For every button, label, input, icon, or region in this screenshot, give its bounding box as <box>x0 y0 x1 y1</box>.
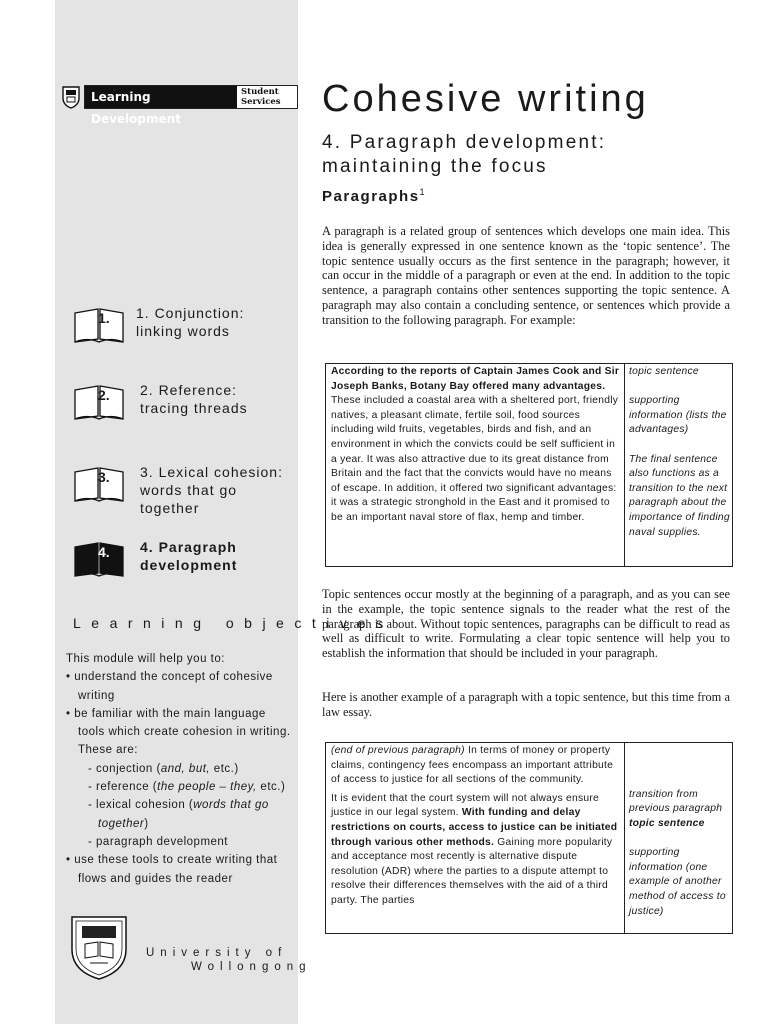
footnote-marker: 1 <box>419 187 425 197</box>
note: transition from previous paragraph <box>629 788 723 815</box>
page-subtitle: 4. Paragraph development: maintaining the focus <box>322 132 607 177</box>
module-number: 3. <box>98 469 110 485</box>
note: The final sentence also functions as a transition to the next paragraph about the importance of finding naval supplies. <box>629 453 730 538</box>
topic-sentence: With funding and delay restrictions on courts, access to justice can be initiated through various other methods. <box>331 807 618 848</box>
module-number: 2. <box>98 387 110 403</box>
example-table-1 <box>325 363 733 567</box>
logo-text: Learning Development <box>85 86 237 108</box>
note: topic sentence <box>629 817 705 829</box>
paragraph-intro: A paragraph is a related group of sentences which develops one main idea. This idea is generally expressed in one sentence known as the ‘topic sentence’. The topic sentence usually occurs as the first sentence in the paragraph; however, it can occur in the middle of a paragraph or even at the end. In addition to the topic sentence, a paragraph contains other sentences supporting the topic sentence. A paragraph may also contain a concluding sentence, or sentences which provide a transition to the following paragraph. For example: <box>322 224 730 327</box>
module-number: 1. <box>98 310 110 326</box>
logo-subtext: Student Services <box>241 87 281 107</box>
example-2-notes <box>625 743 732 933</box>
learning-objectives-list <box>66 650 294 888</box>
list-item: • use these tools to create writing that flows and guides the reader <box>66 854 278 885</box>
module-label: 1. Conjunction: linking words <box>136 305 245 339</box>
example-1-notes <box>625 364 732 566</box>
module-label: 3. Lexical cohesion: words that go together <box>140 464 283 516</box>
list-item: • be familiar with the main language tools which create cohesion in writing. These are: <box>66 707 291 757</box>
section-heading: Paragraphs$^1$ <box>322 187 425 205</box>
example-table-2 <box>325 742 733 934</box>
note: supporting information (lists the advantages) <box>629 395 727 436</box>
example-1-text <box>326 364 625 566</box>
sub-list-item: - reference (the people – they, etc.) <box>88 781 286 794</box>
example-2-text: (end of previous paragraph) In terms of money or property claims, contingency fees encompass an important attribute of access to justice for all sections of the community. It is evident that the court system will not always ensure justice in our legal system. With funding and delay restrictions on courts, access to justice can be initiated through various other methods. Gaining more popularity and acceptance most recently is alternative dispute resolution (ADR) where the parties to a dispute attempt to resolve their differences themselves with the aid of a third party. The parties <box>326 743 625 933</box>
learning-objectives-heading: Learning objectives <box>73 615 394 631</box>
supporting-text: These included a coastal area with a sheltered port, friendly natives, a pleasant climate, fertile soil, food sources including wild fruits, vegetables, birds and fish, and an environment in which the convicts could be self sufficient in a year. It was also attractive due to its great distance from Britain and the fact that the convicts would have no means of escape. In addition, it offered two significant advantages: it was a strategic stronghold in the East and it promised to be an important naval store of flax, hemp and timber. <box>331 395 619 523</box>
sub-list-item: - paragraph development <box>88 835 229 848</box>
list-item: • understand the concept of cohesive writing <box>66 671 273 702</box>
learning-development-logo <box>62 83 288 126</box>
topic-sentence: According to the reports of Captain James Cook and Sir Joseph Banks, Botany Bay offered many advantages. <box>331 366 620 392</box>
university-name-line-1: University of <box>146 947 288 959</box>
page-title: Cohesive writing <box>322 78 649 120</box>
university-name-line-2: Wollongong <box>191 961 312 973</box>
paragraph-topic-sentences: Topic sentences occur mostly at the beginning of a paragraph, and as you can see in the example, the topic sentence signals to the reader what the rest of the paragraph is about. Without topic sentences, paragraphs can be difficult to read as well as difficult to write. Formulating a clear topic sentence will help you to establish the information that should be included in your paragraph. <box>322 587 730 661</box>
module-label: 2. Reference: tracing threads <box>140 382 248 416</box>
sub-list-item: - lexical cohesion (words that go together) <box>88 799 269 830</box>
note: topic sentence <box>629 366 699 377</box>
module-number: 4. <box>98 544 110 560</box>
logo-box <box>84 85 298 126</box>
module-label: 4. Paragraph development <box>140 539 238 573</box>
note: supporting information (one example of another method of access to justice) <box>629 847 726 917</box>
previous-paragraph-label: (end of previous paragraph) <box>331 745 465 756</box>
objectives-intro: This module will help you to: <box>66 653 225 665</box>
paragraph-law-example-intro: Here is another example of a paragraph with a topic sentence, but this time from a law essay. <box>322 690 730 719</box>
university-crest-small-icon <box>62 85 80 109</box>
university-crest-icon <box>68 913 130 981</box>
sub-list-item: - conjection (and, but, etc.) <box>88 762 239 775</box>
